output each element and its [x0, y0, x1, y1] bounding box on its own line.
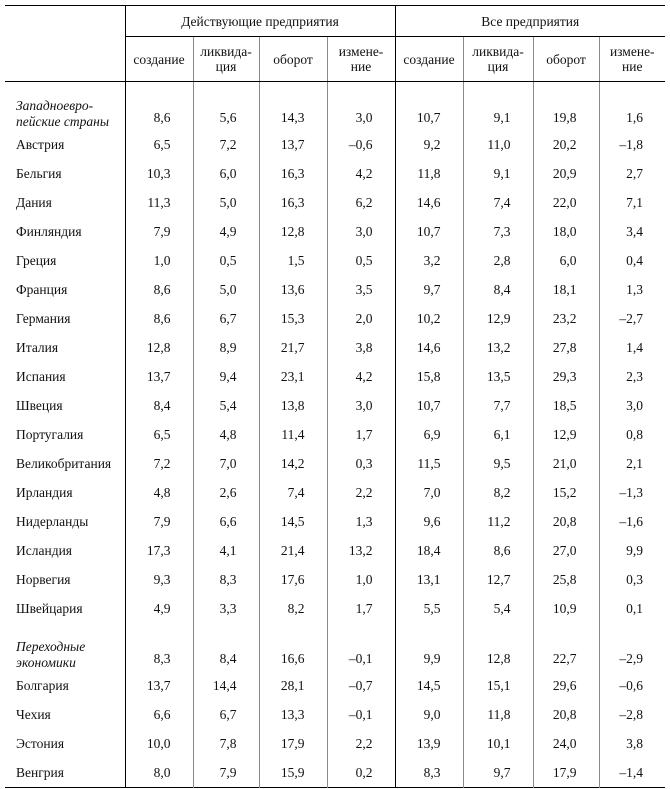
table-cell: 8,2 — [463, 478, 533, 507]
table-cell: 7,2 — [125, 449, 193, 478]
table-cell: 1,7 — [327, 420, 395, 449]
table-row — [5, 758, 665, 788]
row-label: Швеция — [16, 397, 63, 413]
table-cell: 3,5 — [327, 275, 395, 304]
table-row — [5, 362, 665, 391]
table-cell: 9,5 — [463, 449, 533, 478]
table-cell: –2,7 — [599, 304, 665, 333]
table-cell: 23,1 — [259, 362, 327, 391]
table-cell: 16,3 — [259, 159, 327, 188]
table-cell: 21,0 — [533, 449, 599, 478]
table-cell: 23,2 — [533, 304, 599, 333]
table-cell: –0,7 — [327, 671, 395, 700]
table-cell: 13,9 — [395, 729, 463, 758]
table-cell: 13,2 — [463, 333, 533, 362]
table-cell: 18,1 — [533, 275, 599, 304]
table-cell: 6,1 — [463, 420, 533, 449]
table-cell: 8,6 — [125, 82, 193, 131]
table-cell: 10,3 — [125, 159, 193, 188]
table-cell: –2,8 — [599, 700, 665, 729]
table-cell: 7,0 — [395, 478, 463, 507]
row-label: Западноевро- пейские страны — [16, 98, 109, 129]
table-cell: 15,3 — [259, 304, 327, 333]
header-active-enterprises: Действующие предприятия — [125, 6, 395, 37]
table-cell: 3,3 — [193, 594, 259, 623]
table-cell: 7,9 — [125, 217, 193, 246]
table-row — [5, 420, 665, 449]
table-cell: 9,4 — [193, 362, 259, 391]
table-cell: 8,3 — [125, 623, 193, 671]
table-cell: 20,2 — [533, 130, 599, 159]
table-cell: 6,0 — [533, 246, 599, 275]
table-body — [5, 82, 665, 788]
row-label: Венгрия — [16, 764, 64, 780]
row-label: Австрия — [16, 136, 65, 152]
table-cell: –1,3 — [599, 478, 665, 507]
table-cell: 12,9 — [463, 304, 533, 333]
table-cell: 8,0 — [125, 758, 193, 788]
table-row — [5, 449, 665, 478]
table-cell: 14,5 — [395, 671, 463, 700]
row-label: Франция — [16, 281, 68, 297]
table-cell: 12,8 — [125, 333, 193, 362]
table-cell: 4,2 — [327, 159, 395, 188]
table-cell: 18,0 — [533, 217, 599, 246]
row-label: Болгария — [16, 677, 69, 693]
table-cell: 1,7 — [327, 594, 395, 623]
table-row — [5, 565, 665, 594]
table-cell: 4,2 — [327, 362, 395, 391]
table-cell: 2,2 — [327, 478, 395, 507]
table-cell: 12,7 — [463, 565, 533, 594]
table-cell: 4,9 — [125, 594, 193, 623]
table-row — [5, 507, 665, 536]
table-cell: 6,7 — [193, 700, 259, 729]
table-cell: 1,4 — [599, 333, 665, 362]
table-cell: 14,6 — [395, 188, 463, 217]
table-cell: 7,2 — [193, 130, 259, 159]
table-row — [5, 304, 665, 333]
table-cell: 11,3 — [125, 188, 193, 217]
row-label: Эстония — [16, 735, 65, 751]
header-all-enterprises: Все предприятия — [395, 6, 665, 37]
table-cell: 8,3 — [395, 758, 463, 788]
row-label: Ирландия — [16, 484, 73, 500]
table-cell: 1,3 — [599, 275, 665, 304]
table-cell: 2,0 — [327, 304, 395, 333]
table-cell: 8,4 — [463, 275, 533, 304]
table-row — [5, 159, 665, 188]
table-cell: 10,7 — [395, 82, 463, 131]
table-cell: 4,1 — [193, 536, 259, 565]
col-header: измене- ние — [599, 37, 665, 82]
table-cell: 9,6 — [395, 507, 463, 536]
table-cell: 13,7 — [125, 362, 193, 391]
row-label: Переходные экономики — [16, 639, 86, 670]
table-cell: 8,4 — [125, 391, 193, 420]
row-label: Нидерланды — [16, 513, 89, 529]
table-cell: 3,2 — [395, 246, 463, 275]
table-cell: 3,0 — [327, 82, 395, 131]
table-cell: 11,8 — [395, 159, 463, 188]
table-cell: 7,0 — [193, 449, 259, 478]
table-row — [5, 671, 665, 700]
table-cell: 20,8 — [533, 507, 599, 536]
row-label: Дания — [16, 194, 52, 210]
table-cell: 20,8 — [533, 700, 599, 729]
table-cell: 6,9 — [395, 420, 463, 449]
table-cell: 28,1 — [259, 671, 327, 700]
table-cell: 15,8 — [395, 362, 463, 391]
table-cell: 19,8 — [533, 82, 599, 131]
row-label: Великобритания — [16, 455, 112, 471]
row-label: Португалия — [16, 426, 84, 442]
table-cell: 13,2 — [327, 536, 395, 565]
table-cell: 3,8 — [599, 729, 665, 758]
table-cell: 12,9 — [533, 420, 599, 449]
table-cell: 8,3 — [193, 565, 259, 594]
table-cell: –1,4 — [599, 758, 665, 788]
table-row — [5, 729, 665, 758]
table-cell: 18,4 — [395, 536, 463, 565]
table-cell: 10,7 — [395, 391, 463, 420]
table-cell: 2,7 — [599, 159, 665, 188]
table-cell: 13,8 — [259, 391, 327, 420]
table-cell: 17,9 — [533, 758, 599, 788]
table-cell: 10,1 — [463, 729, 533, 758]
table-cell: 25,8 — [533, 565, 599, 594]
table-cell: 16,3 — [259, 188, 327, 217]
table-row — [5, 130, 665, 159]
table-cell: 14,4 — [193, 671, 259, 700]
table-cell: 9,0 — [395, 700, 463, 729]
table-row — [5, 536, 665, 565]
table-row — [5, 391, 665, 420]
table-cell: 9,7 — [463, 758, 533, 788]
table-row — [5, 188, 665, 217]
row-label: Норвегия — [16, 571, 71, 587]
table-cell: 13,6 — [259, 275, 327, 304]
table-cell: 17,6 — [259, 565, 327, 594]
col-header: ликвида- ция — [463, 37, 533, 82]
table-cell: 20,9 — [533, 159, 599, 188]
table-cell: 9,1 — [463, 82, 533, 131]
row-label: Германия — [16, 310, 71, 326]
table-cell: 2,8 — [463, 246, 533, 275]
table-cell: 5,0 — [193, 188, 259, 217]
table-row — [5, 594, 665, 623]
table-cell: 7,7 — [463, 391, 533, 420]
table-cell: 1,0 — [327, 565, 395, 594]
header-corner — [5, 6, 125, 82]
table-cell: 4,8 — [125, 478, 193, 507]
table-cell: 0,5 — [193, 246, 259, 275]
table-cell: 9,3 — [125, 565, 193, 594]
header-group-row — [5, 6, 665, 37]
table-cell: 1,3 — [327, 507, 395, 536]
row-label: Финляндия — [16, 223, 82, 239]
table-cell: 11,4 — [259, 420, 327, 449]
statistics-table — [5, 5, 665, 788]
table-cell: –0,6 — [599, 671, 665, 700]
row-label: Бельгия — [16, 165, 62, 181]
table-cell: 14,3 — [259, 82, 327, 131]
table-cell: 14,5 — [259, 507, 327, 536]
table-cell: 8,2 — [259, 594, 327, 623]
table-cell: 13,3 — [259, 700, 327, 729]
table-cell: 15,2 — [533, 478, 599, 507]
table-cell: 10,9 — [533, 594, 599, 623]
table-cell: 5,4 — [463, 594, 533, 623]
table-cell: 9,9 — [395, 623, 463, 671]
table-cell: 0,8 — [599, 420, 665, 449]
table-cell: 7,4 — [259, 478, 327, 507]
table-cell: 17,9 — [259, 729, 327, 758]
table-cell: 11,5 — [395, 449, 463, 478]
table-cell: 21,4 — [259, 536, 327, 565]
table-cell: 0,1 — [599, 594, 665, 623]
table-cell: 0,3 — [327, 449, 395, 478]
table-cell: 0,5 — [327, 246, 395, 275]
table-cell: 1,6 — [599, 82, 665, 131]
table-cell: 5,0 — [193, 275, 259, 304]
table-cell: –1,8 — [599, 130, 665, 159]
table-cell: 3,8 — [327, 333, 395, 362]
table-cell: 3,4 — [599, 217, 665, 246]
table-cell: 5,4 — [193, 391, 259, 420]
table-cell: –0,6 — [327, 130, 395, 159]
table-cell: 0,2 — [327, 758, 395, 788]
table-group-row — [5, 82, 665, 131]
table-cell: 13,1 — [395, 565, 463, 594]
table-cell: 13,7 — [259, 130, 327, 159]
table-cell: 22,0 — [533, 188, 599, 217]
row-label: Греция — [16, 252, 57, 268]
table-cell: 7,4 — [463, 188, 533, 217]
table-cell: 1,5 — [259, 246, 327, 275]
row-label: Испания — [16, 368, 66, 384]
table-cell: 11,0 — [463, 130, 533, 159]
table-cell: 27,8 — [533, 333, 599, 362]
row-label: Швейцария — [16, 600, 83, 616]
col-header: измене- ние — [327, 37, 395, 82]
table-cell: 27,0 — [533, 536, 599, 565]
table-row — [5, 246, 665, 275]
table-cell: 9,1 — [463, 159, 533, 188]
table-cell: 12,8 — [259, 217, 327, 246]
table-cell: 11,8 — [463, 700, 533, 729]
table-cell: 8,4 — [193, 623, 259, 671]
table-cell: 6,7 — [193, 304, 259, 333]
table-cell: 0,4 — [599, 246, 665, 275]
table-cell: 8,6 — [125, 275, 193, 304]
table-cell: 0,3 — [599, 565, 665, 594]
table-cell: 12,8 — [463, 623, 533, 671]
table-cell: 6,6 — [193, 507, 259, 536]
table-cell: 3,0 — [327, 217, 395, 246]
table-cell: 9,9 — [599, 536, 665, 565]
table-cell: 6,5 — [125, 130, 193, 159]
col-header: оборот — [533, 37, 599, 82]
table-cell: 15,9 — [259, 758, 327, 788]
row-label: Италия — [16, 339, 59, 355]
table-cell: 2,1 — [599, 449, 665, 478]
table-cell: 3,0 — [327, 391, 395, 420]
table-cell: 5,6 — [193, 82, 259, 131]
table-cell: 10,0 — [125, 729, 193, 758]
table-row — [5, 700, 665, 729]
table-row — [5, 478, 665, 507]
table-cell: 6,2 — [327, 188, 395, 217]
table-cell: 13,5 — [463, 362, 533, 391]
table-cell: 10,7 — [395, 217, 463, 246]
table-cell: 7,3 — [463, 217, 533, 246]
table-cell: 2,2 — [327, 729, 395, 758]
table-row — [5, 333, 665, 362]
table-group-row — [5, 623, 665, 671]
table-cell: 17,3 — [125, 536, 193, 565]
table-row — [5, 275, 665, 304]
table-cell: 4,8 — [193, 420, 259, 449]
table-cell: 14,6 — [395, 333, 463, 362]
table-cell: 9,7 — [395, 275, 463, 304]
table-cell: 8,9 — [193, 333, 259, 362]
table-cell: 7,9 — [193, 758, 259, 788]
row-label: Исландия — [16, 542, 72, 558]
table-cell: –1,6 — [599, 507, 665, 536]
table-cell: –2,9 — [599, 623, 665, 671]
col-header: создание — [395, 37, 463, 82]
table-cell: 10,2 — [395, 304, 463, 333]
table-cell: 9,2 — [395, 130, 463, 159]
table-cell: 21,7 — [259, 333, 327, 362]
table-cell: 6,5 — [125, 420, 193, 449]
table-cell: 4,9 — [193, 217, 259, 246]
table-cell: 24,0 — [533, 729, 599, 758]
table-cell: 15,1 — [463, 671, 533, 700]
table-cell: 8,6 — [125, 304, 193, 333]
table-cell: 18,5 — [533, 391, 599, 420]
table-cell: 7,8 — [193, 729, 259, 758]
table-cell: 7,9 — [125, 507, 193, 536]
table-cell: 8,6 — [463, 536, 533, 565]
col-header: ликвида- ция — [193, 37, 259, 82]
col-header: создание — [125, 37, 193, 82]
col-header: оборот — [259, 37, 327, 82]
table-cell: 6,6 — [125, 700, 193, 729]
table-row — [5, 217, 665, 246]
table-cell: 1,0 — [125, 246, 193, 275]
table-cell: –0,1 — [327, 700, 395, 729]
table-cell: 5,5 — [395, 594, 463, 623]
table-cell: 16,6 — [259, 623, 327, 671]
table-cell: 14,2 — [259, 449, 327, 478]
table-cell: 13,7 — [125, 671, 193, 700]
table-cell: 7,1 — [599, 188, 665, 217]
table-cell: 3,0 — [599, 391, 665, 420]
table-cell: –0,1 — [327, 623, 395, 671]
row-label: Чехия — [16, 706, 51, 722]
table-cell: 6,0 — [193, 159, 259, 188]
table-cell: 11,2 — [463, 507, 533, 536]
table-cell: 2,6 — [193, 478, 259, 507]
table-cell: 2,3 — [599, 362, 665, 391]
table-cell: 22,7 — [533, 623, 599, 671]
table-cell: 29,3 — [533, 362, 599, 391]
table-cell: 29,6 — [533, 671, 599, 700]
